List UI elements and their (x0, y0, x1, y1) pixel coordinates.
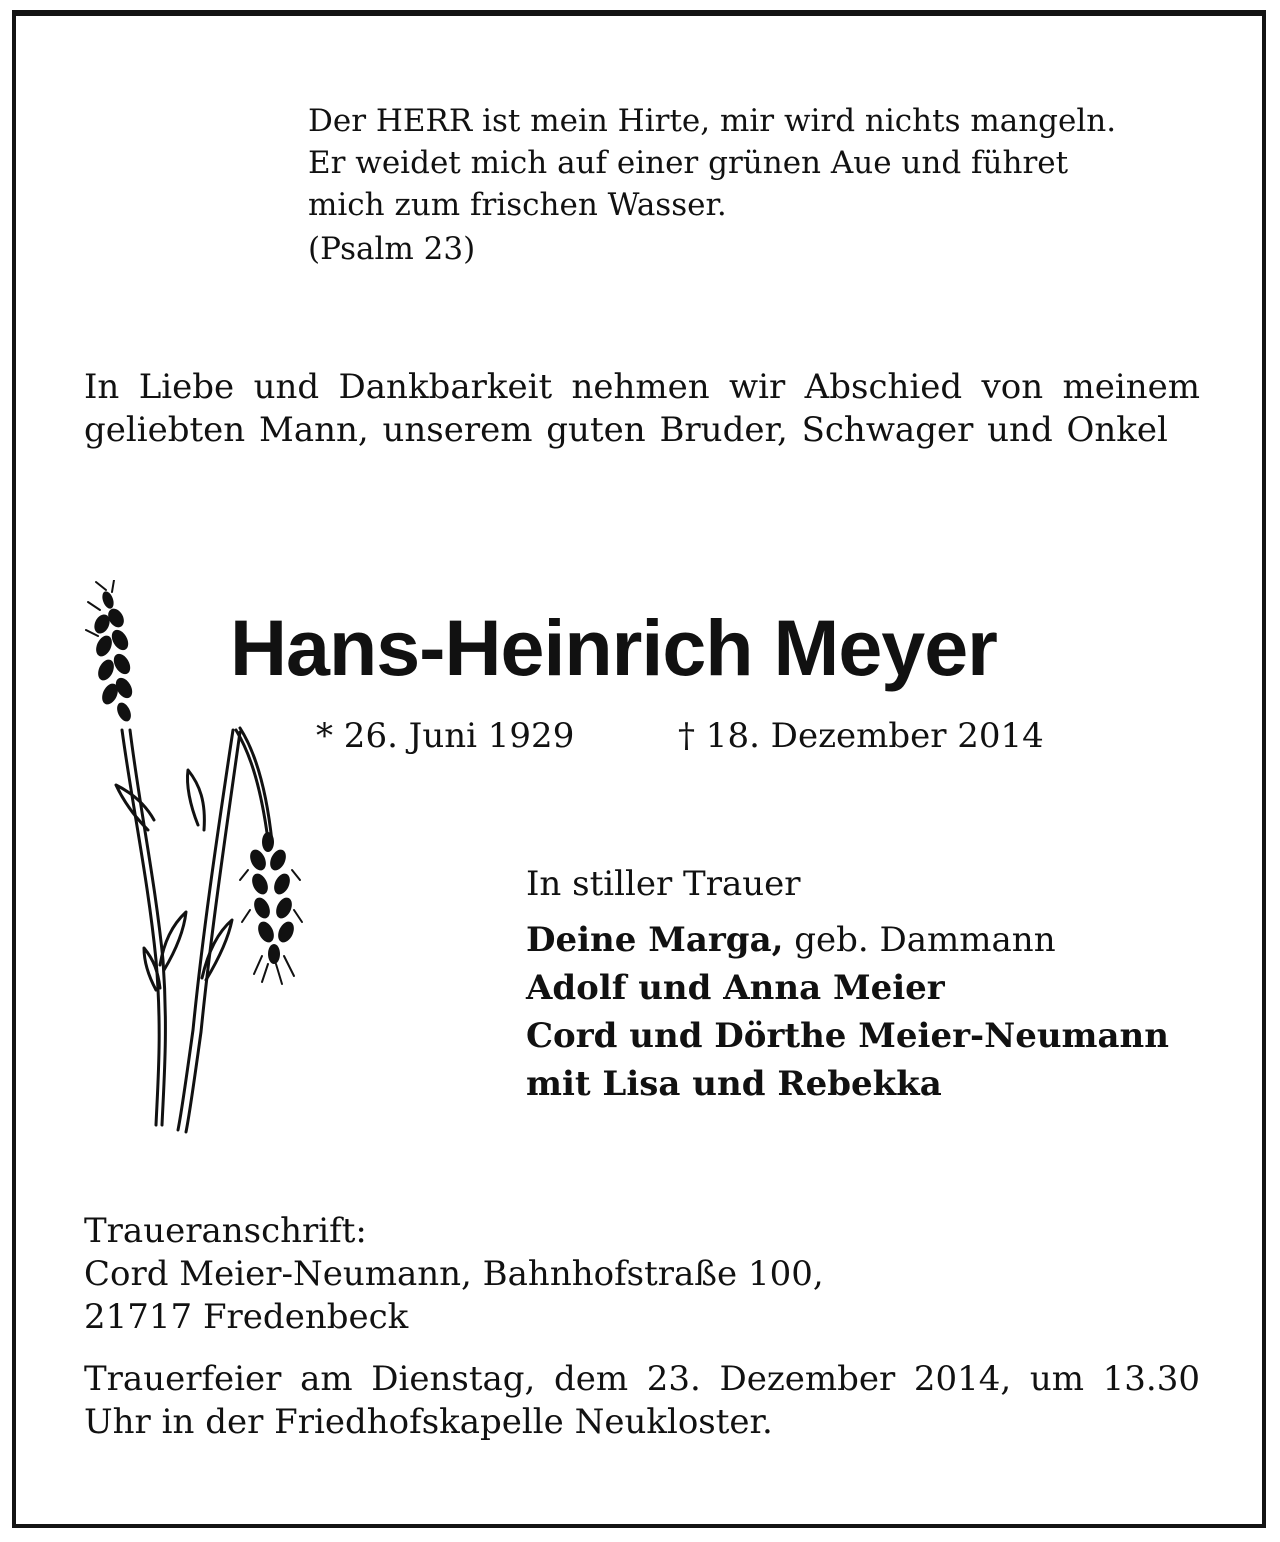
birth-date: * 26. Juni 1929 (316, 716, 575, 756)
psalm-line: mich zum frischen Wasser. (308, 187, 727, 223)
mourner-entry (526, 916, 1226, 964)
deceased-name: Hans-Heinrich Meyer (230, 603, 997, 692)
psalm-line: Der HERR ist mein Hirte, mir wird nichts mangeln. (308, 103, 1117, 139)
mourner-name: Deine Marga, (526, 920, 784, 960)
mourning-address (84, 1210, 1200, 1339)
address-line: Cord Meier-Neumann, Bahnhofstraße 100, (84, 1254, 824, 1294)
mourner-entry: Adolf und Anna Meier (526, 968, 945, 1008)
psalm-reference: (Psalm 23) (308, 231, 476, 267)
psalm-quote (308, 100, 1208, 270)
mourners-heading: In stiller Trauer (526, 864, 801, 904)
mourners-list (526, 860, 1226, 1108)
farewell-text: In Liebe und Dankbarkeit nehmen wir Abschied von meinem geliebten Mann, unserem guten Bruder, Schwager und Onkel (84, 367, 1200, 450)
mourner-maiden-name: geb. Dammann (783, 920, 1056, 960)
mourner-entry: mit Lisa und Rebekka (526, 1064, 942, 1104)
mourner-entry: Cord und Dörthe Meier-Neumann (526, 1016, 1169, 1056)
address-label: Traueranschrift: (84, 1211, 367, 1251)
death-date: † 18. Dezember 2014 (678, 716, 1044, 756)
psalm-line: Er weidet mich auf einer grünen Aue und führet (308, 145, 1069, 181)
address-line: 21717 Fredenbeck (84, 1297, 409, 1337)
funeral-ceremony-text: Trauerfeier am Dienstag, dem 23. Dezember 2014, um 13.30 Uhr in der Friedhofskapelle Neukloster. (84, 1359, 1200, 1442)
